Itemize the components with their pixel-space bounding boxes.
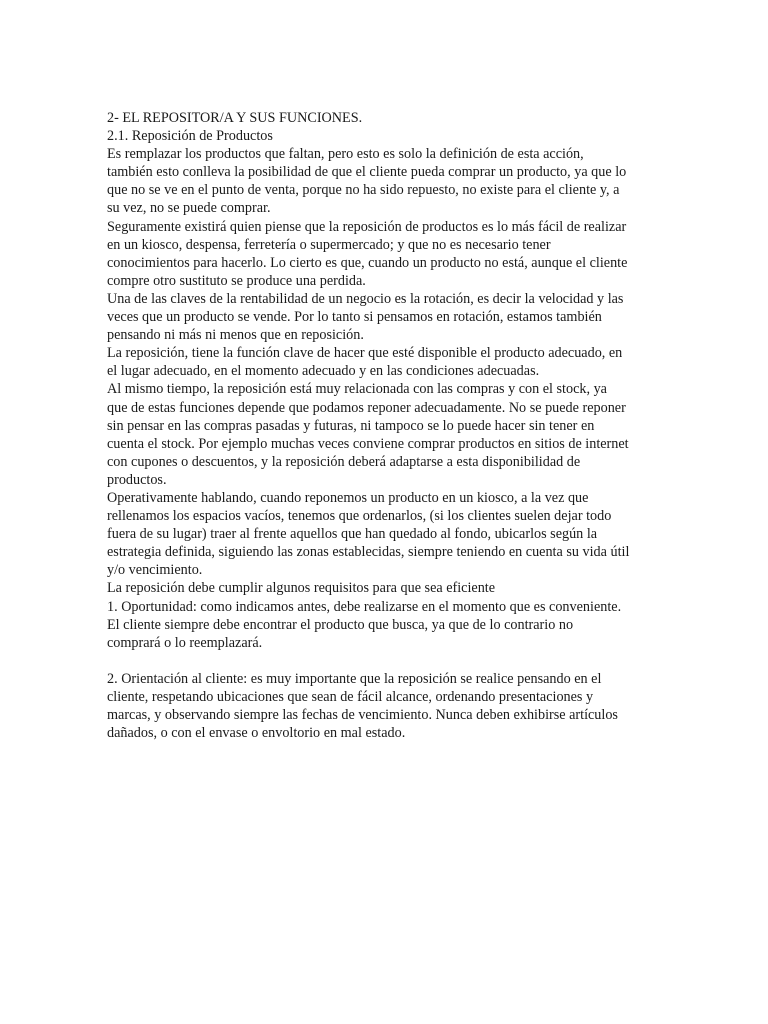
text-line: Operativamente hablando, cuando reponemos un producto en un kiosco, a la vez que xyxy=(107,489,589,506)
text-line: compre otro sustituto se produce una perdida. xyxy=(107,272,366,289)
text-line: Seguramente existirá quien piense que la reposición de productos es lo más fácil de realizar xyxy=(107,218,627,235)
text-line: 1. Oportunidad: como indicamos antes, debe realizarse en el momento que es conveniente. xyxy=(107,598,622,615)
text-line: comprará o lo reemplazará. xyxy=(107,634,263,651)
paragraph-requirement-opportunity xyxy=(107,598,687,652)
document-subheading: 2.1. Reposición de Productos xyxy=(107,128,273,145)
text-line: su vez, no se puede comprar. xyxy=(107,200,271,217)
text-line: rellenamos los espacios vacíos, tenemos que ordenarlos, (si los clientes suelen dejar todo xyxy=(107,508,612,525)
text-line: dañados, o con el envase o envoltorio en mal estado. xyxy=(107,725,406,742)
text-line: Al mismo tiempo, la reposición está muy relacionada con las compras y con el stock, ya xyxy=(107,381,607,398)
text-line: sin pensar en las compras pasadas y futuras, ni tampoco se lo puede hacer sin tener en xyxy=(107,417,595,434)
text-line: Es remplazar los productos que faltan, pero esto es solo la definición de esta acción, xyxy=(107,146,584,163)
text-line: el lugar adecuado, en el momento adecuado y en las condiciones adecuadas. xyxy=(107,363,540,380)
text-line: con cupones o descuentos, y la reposición deberá adaptarse a esta disponibilidad de xyxy=(107,453,581,470)
text-line: estrategia definida, siguiendo las zonas establecidas, siempre teniendo en cuenta su vida útil xyxy=(107,544,630,561)
paragraph-purchases-stock xyxy=(107,380,687,489)
text-line: también esto conlleva la posibilidad de que el cliente pueda comprar un producto, ya que lo xyxy=(107,164,627,181)
text-line: pensando ni más ni menos que en reposición. xyxy=(107,327,364,344)
text-line: conocimientos para hacerlo. Lo cierto es que, cuando un producto no está, aunque el cliente xyxy=(107,254,628,271)
text-line: cuenta el stock. Por ejemplo muchas veces conviene comprar productos en sitios de internet xyxy=(107,435,629,452)
text-line: que no se ve en el punto de venta, porque no ha sido repuesto, no existe para el cliente y, a xyxy=(107,182,620,199)
text-line: veces que un producto se vende. Por lo tanto si pensamos en rotación, estamos también xyxy=(107,309,602,326)
text-line: El cliente siempre debe encontrar el producto que busca, ya que de lo contrario no xyxy=(107,616,574,633)
paragraph-requirement-customer-orientation xyxy=(107,670,687,742)
document-heading: 2- EL REPOSITOR/A Y SUS FUNCIONES. xyxy=(107,110,363,126)
text-line: La reposición debe cumplir algunos requisitos para que sea eficiente xyxy=(107,580,496,597)
text-line: Una de las claves de la rentabilidad de un negocio es la rotación, es decir la velocidad y las xyxy=(107,290,624,307)
paragraph-rotation xyxy=(107,290,687,344)
blank-line xyxy=(107,652,687,670)
text-line: en un kiosco, despensa, ferretería o supermercado; y que no es necesario tener xyxy=(107,236,551,253)
text-line: La reposición, tiene la función clave de hacer que esté disponible el producto adecuado, en xyxy=(107,345,623,362)
paragraph-requirements-intro xyxy=(107,579,687,597)
text-line: marcas, y observando siempre las fechas de vencimiento. Nunca deben exhibirse artículos xyxy=(107,707,618,724)
paragraph-key-function xyxy=(107,344,687,380)
document-page xyxy=(107,109,687,742)
text-line: y/o vencimiento. xyxy=(107,562,203,579)
text-line: que de estas funciones depende que podamos reponer adecuadamente. No se puede reponer xyxy=(107,399,626,416)
paragraph-operations xyxy=(107,489,687,579)
text-line: cliente, respetando ubicaciones que sean de fácil alcance, ordenando presentaciones y xyxy=(107,689,594,705)
text-line: productos. xyxy=(107,471,167,488)
text-line: fuera de su lugar) traer al frente aquellos que han quedado al fondo, ubicarlos según la xyxy=(107,526,598,543)
paragraph-misconception xyxy=(107,218,687,290)
text-line: 2. Orientación al cliente: es muy importante que la reposición se realice pensando en el xyxy=(107,670,602,687)
paragraph-definition xyxy=(107,145,687,217)
